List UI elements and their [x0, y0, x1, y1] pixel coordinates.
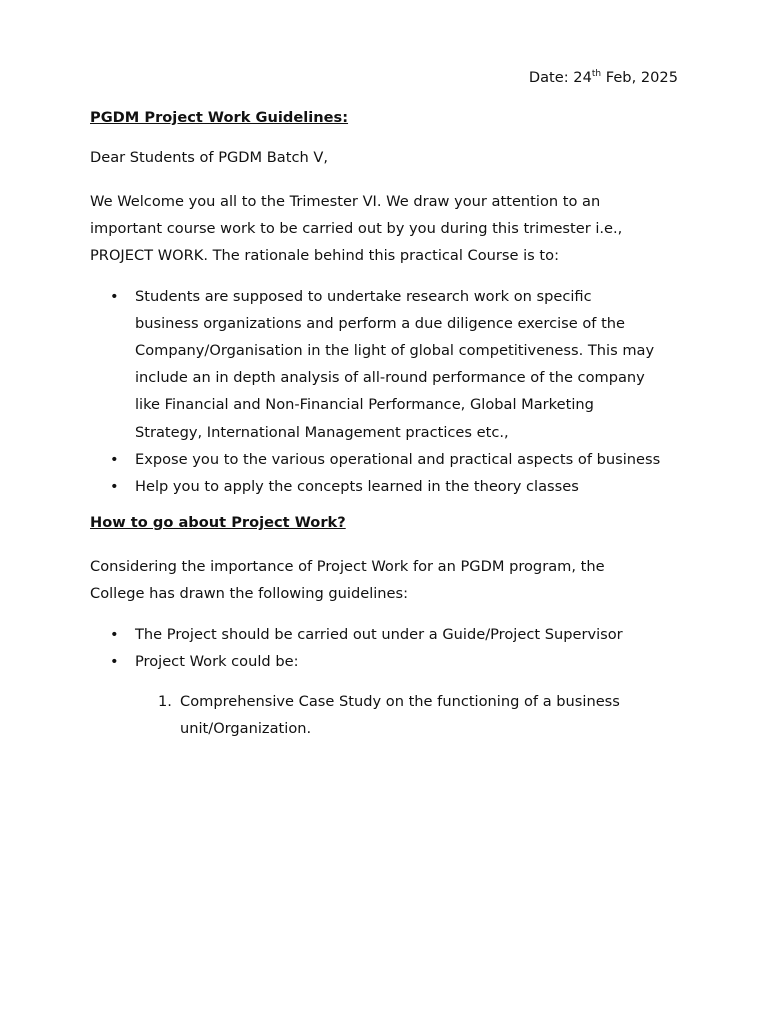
- list-item-line: Project Work could be:: [135, 652, 299, 670]
- date-prefix: Date: 24: [528, 69, 592, 86]
- document-date: [529, 68, 678, 90]
- list-item-line: Company/Organisation in the light of global competitiveness. This may: [135, 342, 655, 360]
- paragraph-line: College has drawn the following guidelines:: [90, 585, 409, 603]
- bullet-icon: •: [110, 450, 119, 468]
- project-types-list: [90, 688, 690, 742]
- guidelines-list: [90, 621, 690, 675]
- list-item: [90, 621, 690, 648]
- list-item-line: Students are supposed to undertake research work on specific: [135, 287, 592, 305]
- date-superscript: th: [591, 69, 602, 79]
- list-item-line: Comprehensive Case Study on the functioning of a business: [180, 693, 620, 711]
- list-item-line: include an in depth analysis of all-round performance of the company: [135, 369, 645, 387]
- list-item-line: The Project should be carried out under a Guide/Project Supervisor: [135, 625, 623, 643]
- date-suffix: Feb, 2025: [601, 69, 678, 86]
- list-item-line: Help you to apply the concepts learned in the theory classes: [135, 478, 579, 496]
- bullet-icon: •: [110, 652, 119, 670]
- section-heading: How to go about Project Work?: [90, 514, 346, 532]
- list-item-line: Expose you to the various operational and practical aspects of business: [135, 450, 661, 468]
- list-item-line: Strategy, International Management practices etc.,: [135, 423, 509, 441]
- bullet-icon: •: [110, 478, 119, 496]
- list-item: [90, 648, 690, 675]
- intro-paragraph: [90, 188, 690, 270]
- list-item: [90, 283, 690, 446]
- list-item-line: unit/Organization.: [180, 720, 312, 738]
- document-title: PGDM Project Work Guidelines:: [90, 109, 349, 126]
- bullet-icon: •: [110, 625, 119, 643]
- list-item-line: like Financial and Non-Financial Performance, Global Marketing: [135, 396, 594, 414]
- greeting: Dear Students of PGDM Batch V,: [90, 149, 328, 166]
- intro-line: important course work to be carried out by you during this trimester i.e.,: [90, 220, 623, 238]
- considering-paragraph: [90, 553, 690, 607]
- list-item: [90, 688, 690, 742]
- list-item: [90, 446, 690, 473]
- list-item: [90, 473, 690, 500]
- rationale-list: [90, 283, 690, 501]
- document-body: [90, 108, 690, 742]
- list-number: 1.: [158, 693, 172, 711]
- list-item-line: business organizations and perform a due diligence exercise of the: [135, 314, 626, 332]
- bullet-icon: •: [110, 287, 119, 305]
- paragraph-line: Considering the importance of Project Work for an PGDM program, the: [90, 558, 605, 576]
- intro-line: PROJECT WORK. The rationale behind this practical Course is to:: [90, 247, 559, 265]
- intro-line: We Welcome you all to the Trimester VI. We draw your attention to an: [90, 193, 601, 210]
